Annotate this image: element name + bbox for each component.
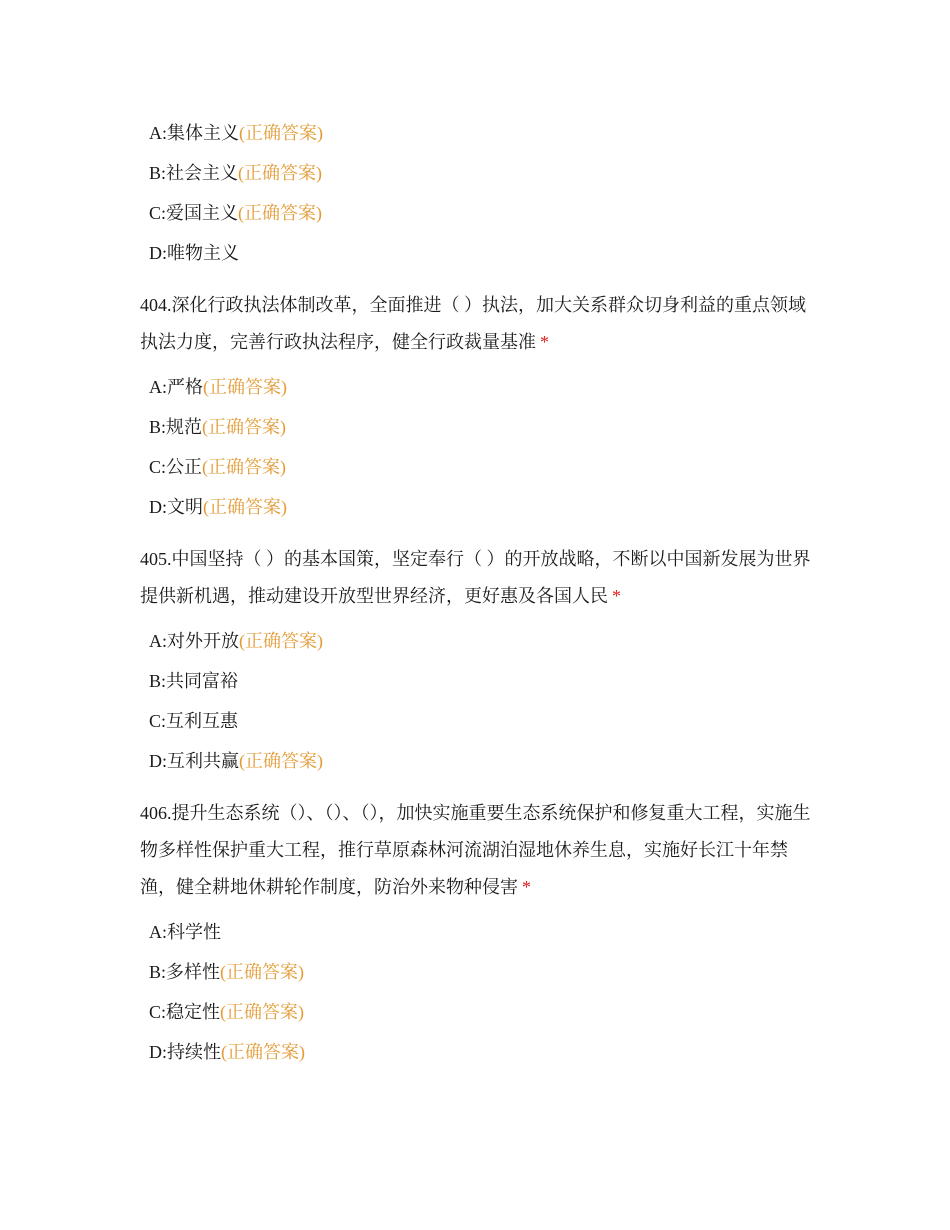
correct-answer-tag: (正确答案) — [239, 751, 323, 771]
option-d[interactable] — [140, 233, 820, 273]
option-label: A:科学性 — [149, 922, 221, 942]
question-block-406 — [140, 795, 820, 1072]
question-stem: 406.提升生态系统（）、（）、（），加快实施重要生态系统保护和修复重大工程，实施生物多样性保护重大工程，推行草原森林河流湖泊湿地休养生息，实施好长江十年禁渔，健全耕地休耕轮作制度，防治外来物种侵害 — [140, 803, 811, 897]
option-a[interactable] — [140, 113, 820, 153]
option-d[interactable] — [140, 1032, 820, 1072]
correct-answer-tag: (正确答案) — [203, 377, 287, 397]
question-block-405 — [140, 541, 820, 781]
question-text — [140, 287, 820, 361]
correct-answer-tag: (正确答案) — [202, 417, 287, 437]
option-label: A:集体主义 — [149, 123, 239, 143]
correct-answer-tag: (正确答案) — [202, 457, 287, 477]
option-a[interactable] — [140, 912, 820, 952]
option-label: D:持续性 — [149, 1042, 221, 1062]
option-label: A:严格 — [149, 377, 203, 397]
question-text — [140, 795, 820, 906]
correct-answer-tag: (正确答案) — [221, 1042, 305, 1062]
option-b[interactable] — [140, 661, 820, 701]
prev-question-options — [140, 113, 820, 273]
option-label: C:爱国主义 — [149, 203, 239, 223]
option-label: D:文明 — [149, 497, 203, 517]
option-a[interactable] — [140, 621, 820, 661]
question-stem: 404.深化行政执法体制改革，全面推进（ ）执法，加大关系群众切身利益的重点领域执法力度，完善行政执法程序，健全行政裁量基准 — [140, 295, 806, 352]
question-block-404 — [140, 287, 820, 527]
option-c[interactable] — [140, 992, 820, 1032]
option-label: C:公正 — [149, 457, 203, 477]
correct-answer-tag: (正确答案) — [239, 123, 323, 143]
correct-answer-tag: (正确答案) — [239, 631, 323, 651]
option-d[interactable] — [140, 487, 820, 527]
option-label: A:对外开放 — [149, 631, 239, 651]
question-stem: 405.中国坚持（ ）的基本国策，坚定奉行（ ）的开放战略，不断以中国新发展为世界提供新机遇，推动建设开放型世界经济，更好惠及各国人民 — [140, 549, 811, 606]
correct-answer-tag: (正确答案) — [220, 1002, 305, 1022]
quiz-content — [140, 113, 820, 1072]
option-c[interactable] — [140, 193, 820, 233]
correct-answer-tag: (正确答案) — [203, 497, 287, 517]
option-c[interactable] — [140, 701, 820, 741]
option-label: B:规范 — [149, 417, 203, 437]
option-b[interactable] — [140, 407, 820, 447]
option-c[interactable] — [140, 447, 820, 487]
required-mark: * — [540, 332, 549, 352]
option-label: B:多样性 — [149, 962, 221, 982]
option-label: D:唯物主义 — [149, 243, 239, 263]
option-b[interactable] — [140, 952, 820, 992]
question-text — [140, 541, 820, 615]
correct-answer-tag: (正确答案) — [220, 962, 305, 982]
option-label: B:社会主义 — [149, 163, 239, 183]
correct-answer-tag: (正确答案) — [238, 163, 323, 183]
required-mark: * — [612, 586, 621, 606]
correct-answer-tag: (正确答案) — [238, 203, 323, 223]
option-label: C:稳定性 — [149, 1002, 221, 1022]
option-d[interactable] — [140, 741, 820, 781]
required-mark: * — [522, 877, 531, 897]
option-b[interactable] — [140, 153, 820, 193]
option-label: D:互利共赢 — [149, 751, 239, 771]
option-label: C:互利互惠 — [149, 711, 239, 731]
option-label: B:共同富裕 — [149, 671, 239, 691]
option-a[interactable] — [140, 367, 820, 407]
